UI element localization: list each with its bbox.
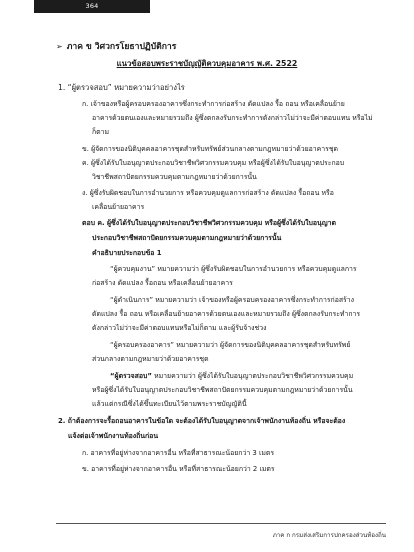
text-line: ดังกล่าวไม่ว่าจะมีค่าตอบแทนหรือไม่ก็ตาม และผู้รับจ้างช่วง: [92, 324, 267, 332]
text-line: “ผู้ตรวจสอบ” หมายความว่า ผู้ซึ่งได้รับใบอนุญาตประกอบวิชาชีพวิศวกรรมควบคุม: [110, 372, 354, 380]
section-heading-text: ภาค ข วิศวกรโยธาปฏิบัติการ: [66, 42, 177, 52]
text-line: ส่วนกลางตามกฎหมายว่าด้วยอาคารชุด: [92, 355, 209, 363]
text-line: วิชาชีพสถาปัตยกรรมควบคุมตามกฎหมายว่าด้วยการนั้น: [92, 173, 257, 181]
text-line: ก. เจ้าของหรือผู้ครอบครองอาคารซึ่งกระทำการก่อสร้าง ดัดแปลง รื้อ ถอน หรือเคลื่อนย้าย: [82, 100, 345, 108]
text-line: ข. อาคารที่อยู่ห่างจากอาคารอื่น หรือที่สาธารณะน้อยกว่า 2 เมตร: [82, 465, 275, 473]
text-line: ข. ผู้จัดการของนิติบุคคลอาคารชุดสำหรับทรัพย์ส่วนกลางตามกฎหมายว่าด้วยอาคารชุด: [82, 145, 338, 153]
text-line: “ผู้ครอบครองอาคาร” หมายความว่า ผู้จัดการของนิติบุคคลอาคารชุดสำหรับทรัพย์: [110, 341, 351, 349]
page-footer: ภาค ก กรมส่งเสริมการปกครองส่วนท้องถิ่น: [272, 532, 386, 539]
text-line: 2. ถ้าต้องการจะรื้อถอนอาคารในข้อใด จะต้องได้รับใบอนุญาตจากเจ้าพนักงานท้องถิ่น หรือจะต้อง: [58, 417, 346, 425]
text-line: หรือผู้ซึ่งได้รับใบอนุญาตประกอบวิชาชีพสถาปัตยกรรมควบคุมตามกฎหมายว่าด้วยการนั้น: [92, 386, 353, 394]
text-line: แจ้งต่อเจ้าพนักงานท้องถิ่นก่อน: [68, 432, 159, 440]
page-title: แนวข้อสอบพระราชบัญญัติควบคุมอาคาร พ.ศ. 2522: [116, 59, 298, 68]
text-line: ก่อสร้าง ดัดแปลง รื้อถอน หรือเคลื่อนย้ายอาคาร: [92, 279, 233, 287]
text-line: อาคารด้วยตนเองและหมายรวมถึง ผู้ซึ่งตกลงรับกระทำการดังกล่าวไม่ว่าจะมีค่าตอบแทน หรือไม่: [92, 114, 373, 122]
text-line: “ผู้ดำเนินการ” หมายความว่า เจ้าของหรือผู้ครอบครองอาคารซึ่งกระทำการก่อสร้าง: [110, 296, 354, 304]
text-line: ก็ตาม: [92, 128, 110, 136]
text-line: ก. อาคารที่อยู่ห่างจากอาคารอื่น หรือที่สาธารณะน้อยกว่า 3 เมตร: [82, 449, 275, 457]
page-number: 364: [34, 0, 150, 13]
footer-divider: [56, 523, 386, 524]
section-heading: [56, 39, 176, 53]
text-line: คำอธิบายประกอบข้อ 1: [92, 249, 162, 257]
text-line: ค. ผู้ซึ่งได้รับใบอนุญาตประกอบวิชาชีพวิศวกรรมควบคุม หรือผู้ซึ่งได้รับใบอนุญาตประกอบ: [82, 159, 345, 167]
text-line: ตอบ ค. ผู้ซึ่งได้รับใบอนุญาตประกอบวิชาชีพวิศวกรรมควบคุม หรือผู้ซึ่งได้รับใบอนุญาต: [82, 219, 336, 227]
text-line: ง. ผู้ซึ่งรับผิดชอบในการอำนวยการ หรือควบคุมดูแลการก่อสร้าง ดัดแปลง รื้อถอน หรือ: [82, 189, 334, 197]
text-line: “ผู้ควบคุมงาน” หมายความว่า ผู้ซึ่งรับผิดชอบในการอำนวยการ หรือควบคุมดูแลการ: [110, 265, 357, 273]
text-line: แล้วแต่กรณีซึ่งได้ขึ้นทะเบียนไว้ตามพระราชบัญญัตินี้: [92, 400, 247, 408]
arrow-right-icon: ➢: [56, 42, 63, 51]
text-line: เคลื่อนย้ายอาคาร: [92, 203, 145, 211]
text-line: ประกอบวิชาชีพสถาปัตยกรรมควบคุมตามกฎหมายว่าด้วยการนั้น: [92, 234, 282, 242]
text-line: ดัดแปลง รื้อ ถอน หรือเคลื่อนย้ายอาคารด้วยตนเองและหมายรวมถึง ผู้ซึ่งตกลงรับกระทำการ: [92, 310, 361, 318]
text-line: 1. “ผู้ตรวจสอบ” หมายความว่าอย่างไร: [58, 83, 185, 92]
